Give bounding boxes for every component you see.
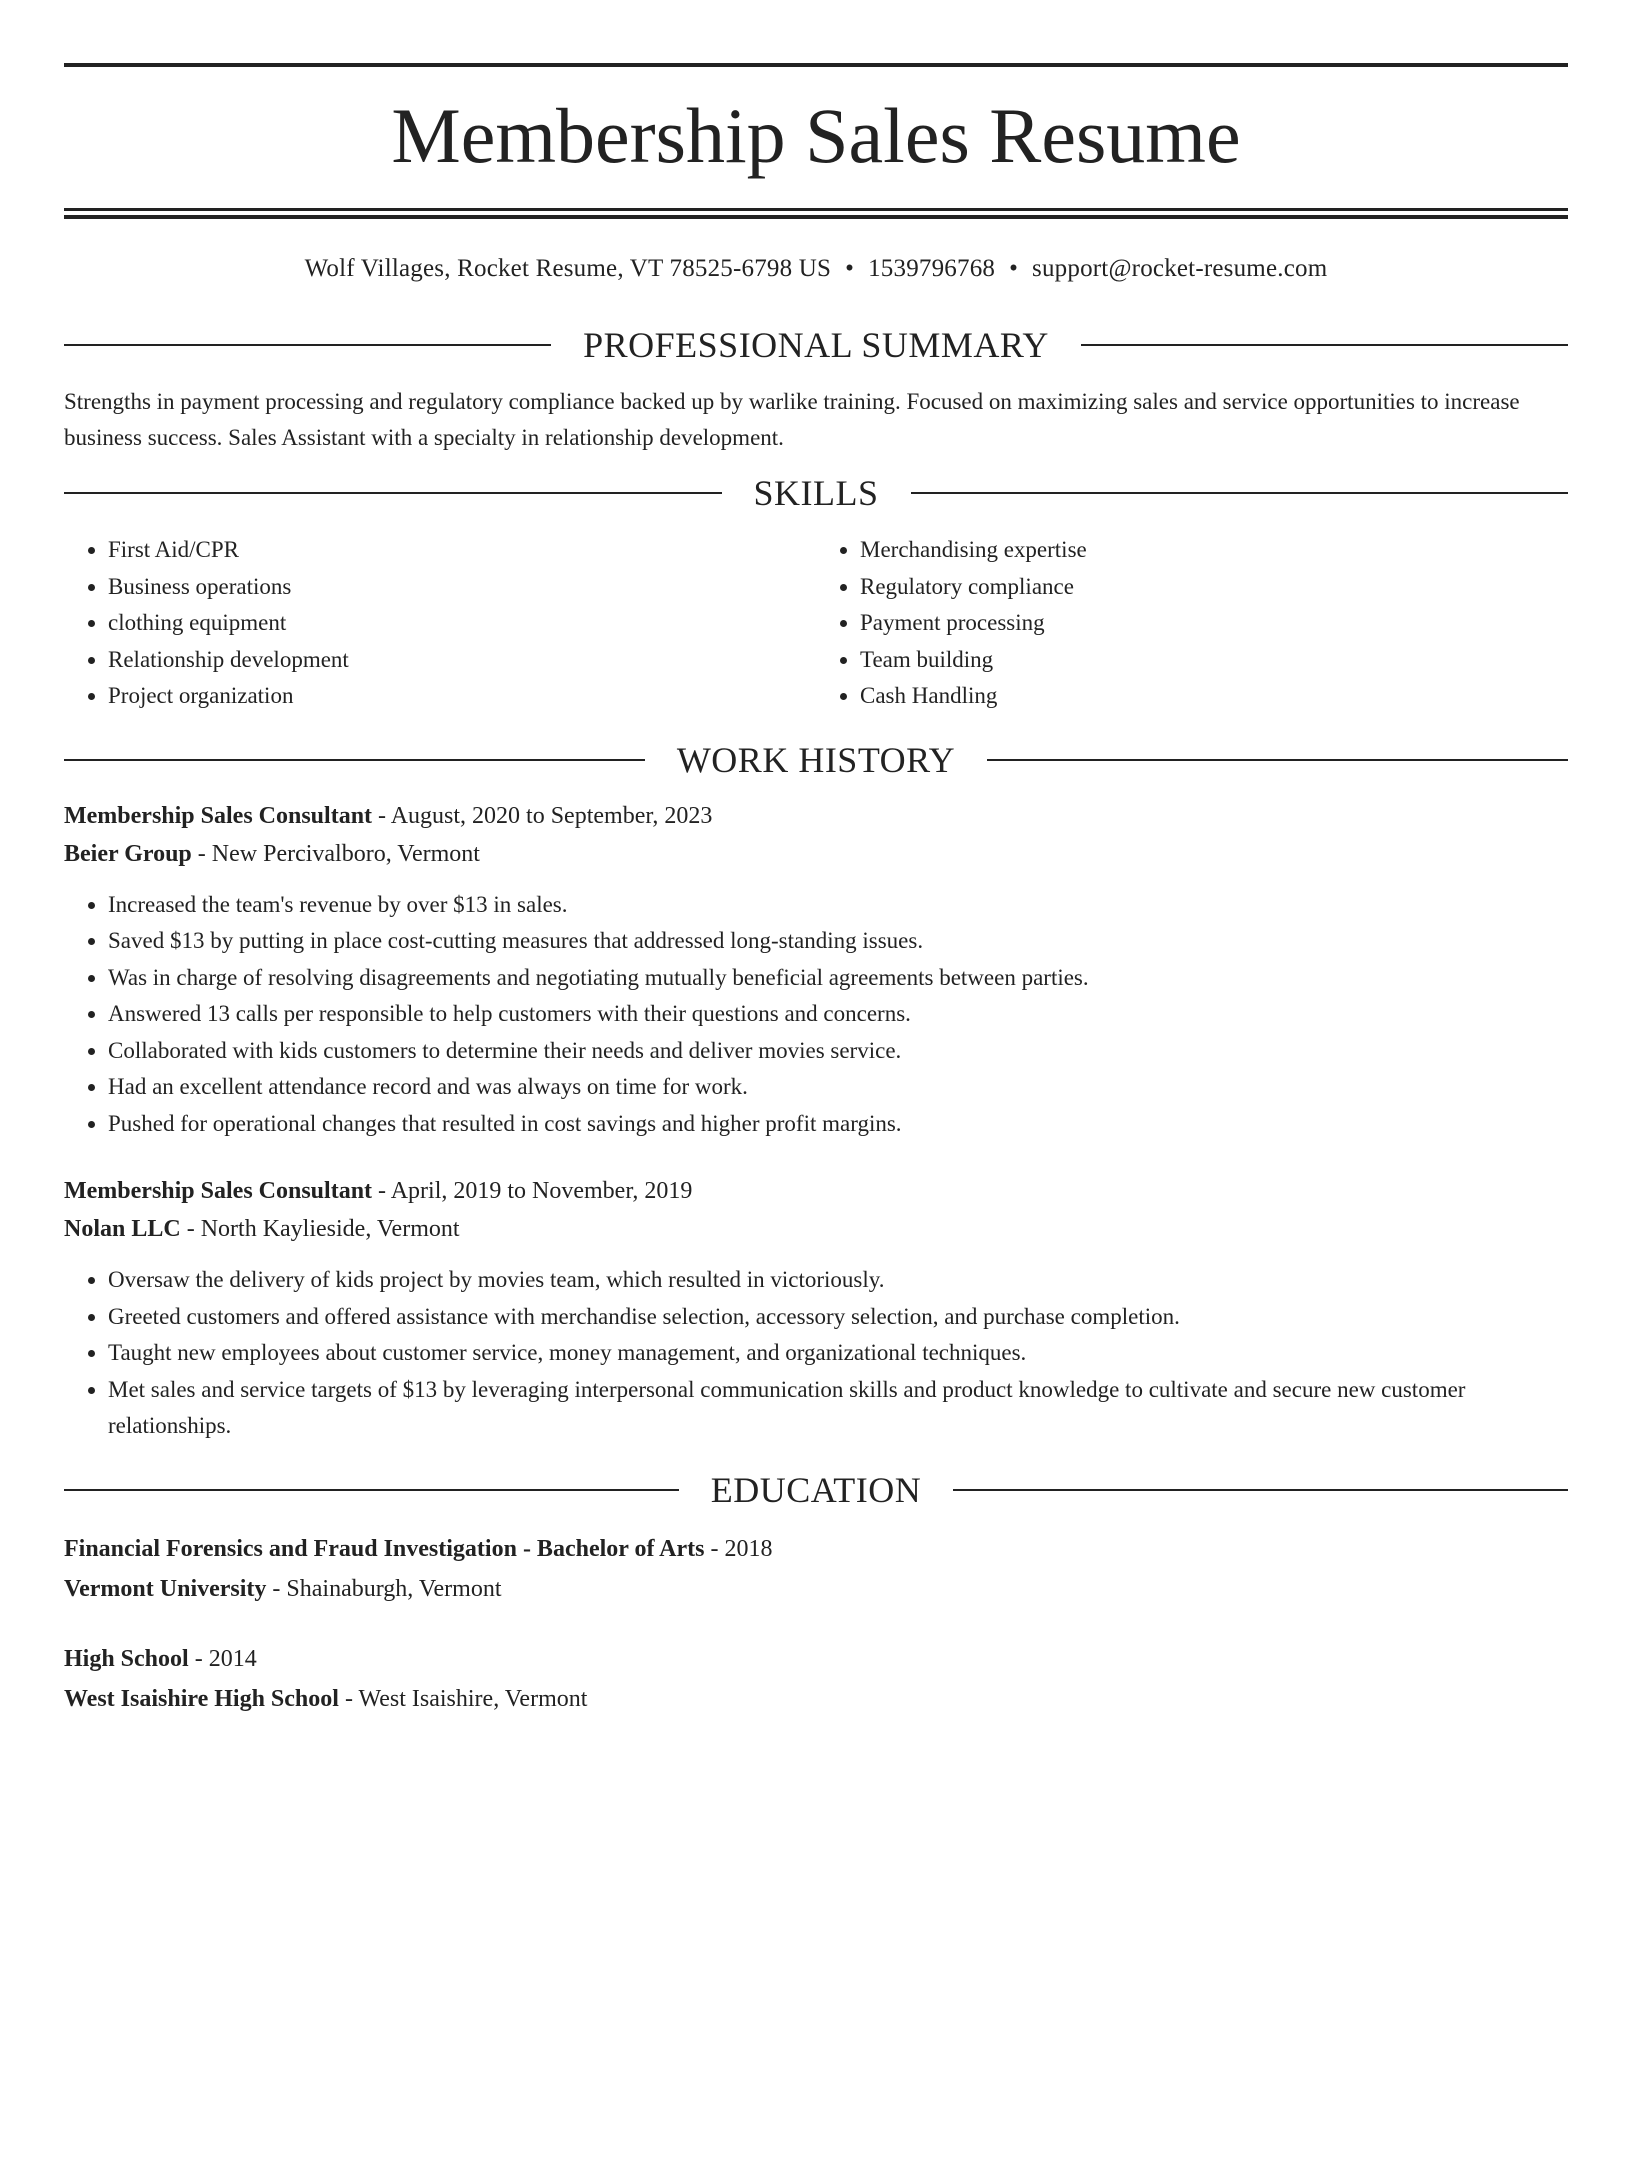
education-location: - West Isaishire, Vermont	[338, 1685, 588, 1712]
education-degree-line	[64, 1529, 1568, 1569]
heading-rule-left	[64, 759, 645, 761]
job-duties	[64, 1262, 1568, 1445]
skill-item: • Relationship development	[108, 642, 816, 679]
heading-rule-left	[64, 1489, 679, 1491]
duty-item: • Answered 13 calls per responsible to help customers with their questions and concerns.	[108, 996, 1568, 1033]
duty-item: • Had an excellent attendance record and was always on time for work.	[108, 1069, 1568, 1106]
heading-rule-right	[1081, 344, 1568, 346]
resume-page	[0, 63, 1632, 2175]
duty-item: • Pushed for operational changes that resulted in cost savings and higher profit margins.	[108, 1106, 1568, 1143]
education-year: - 2018	[704, 1535, 773, 1562]
summary-heading	[64, 322, 1568, 368]
summary-text: Strengths in payment processing and regulatory compliance backed up by warlike training. Focused on maximizing sales and service opportunities to increase business success. Sales Assistant with a specialty in relationship development.	[64, 389, 1520, 450]
job-location: - North Kaylieside, Vermont	[180, 1216, 460, 1242]
duty-item: • Taught new employees about customer service, money management, and organizational techniques.	[108, 1335, 1568, 1372]
job-title: Membership Sales Consultant	[64, 802, 373, 829]
duty-item: • Greeted customers and offered assistance with merchandise selection, accessory selection, and purchase completion.	[108, 1299, 1568, 1336]
education-school-line	[64, 1569, 1568, 1609]
skill-item: • Team building	[860, 642, 1568, 679]
contact-separator: •	[845, 255, 855, 282]
skills-heading-label: SKILLS	[753, 473, 879, 513]
job-dates: - April, 2019 to November, 2019	[372, 1178, 693, 1204]
duty-item: • Saved $13 by putting in place cost-cutting measures that addressed long-standing issues.	[108, 923, 1568, 960]
duty-item: • Increased the team's revenue by over $13 in sales.	[108, 887, 1568, 924]
duty-item: • Collaborated with kids customers to determine their needs and deliver movies service.	[108, 1033, 1568, 1070]
job-location: - New Percivalboro, Vermont	[191, 840, 480, 867]
skills-column-right	[816, 532, 1568, 715]
job-dates: - August, 2020 to September, 2023	[372, 802, 713, 829]
job-company-line	[64, 835, 1568, 873]
duty-item: • Oversaw the delivery of kids project by movies team, which resulted in victoriously.	[108, 1262, 1568, 1299]
education-year: - 2014	[188, 1645, 257, 1672]
contact-address: Wolf Villages, Rocket Resume, VT 78525-6798 US	[304, 255, 832, 282]
skill-item: • Business operations	[108, 569, 816, 606]
job-company-line	[64, 1210, 1568, 1248]
job-company: Nolan LLC	[64, 1216, 181, 1242]
job-entry	[64, 1172, 1568, 1445]
duty-item: • Met sales and service targets of $13 by leveraging interpersonal communication skills and product knowledge to cultivate and secure new customer relationships.	[108, 1372, 1568, 1445]
job-duties	[64, 887, 1568, 1143]
heading-rule-right	[911, 492, 1569, 494]
contact-line	[64, 253, 1568, 285]
skill-item: • Regulatory compliance	[860, 569, 1568, 606]
job-title: Membership Sales Consultant	[64, 1178, 373, 1204]
summary-heading-label: PROFESSIONAL SUMMARY	[583, 325, 1049, 365]
skill-item: • Cash Handling	[860, 678, 1568, 715]
skill-item: • First Aid/CPR	[108, 532, 816, 569]
education-heading	[64, 1467, 1568, 1513]
duty-item: • Was in charge of resolving disagreements and negotiating mutually beneficial agreements between parties.	[108, 960, 1568, 997]
skills-column-left	[64, 532, 816, 715]
contact-separator: •	[1009, 255, 1019, 282]
education-degree: High School	[64, 1645, 189, 1672]
skill-item: • Payment processing	[860, 605, 1568, 642]
work-history-heading	[64, 737, 1568, 783]
contact-email[interactable]: support@rocket-resume.com	[1032, 255, 1328, 282]
job-entry	[64, 797, 1568, 1143]
education-entry	[64, 1529, 1568, 1609]
education-school: Vermont University	[64, 1575, 267, 1602]
skill-item: • clothing equipment	[108, 605, 816, 642]
education-heading-label: EDUCATION	[710, 1469, 922, 1510]
education-school-line	[64, 1679, 1568, 1719]
skills-heading	[64, 470, 1568, 516]
education-location: - Shainaburgh, Vermont	[266, 1575, 502, 1602]
job-company: Beier Group	[64, 840, 192, 867]
education-school: West Isaishire High School	[64, 1685, 339, 1712]
job-title-line	[64, 797, 1568, 835]
heading-rule-right	[987, 759, 1568, 761]
heading-rule-right	[953, 1489, 1568, 1491]
education-entry	[64, 1639, 1568, 1719]
education-degree: Financial Forensics and Fraud Investigation - Bachelor of Arts	[64, 1535, 705, 1562]
education-degree-line	[64, 1639, 1568, 1679]
skill-item: • Project organization	[108, 678, 816, 715]
contact-phone: 1539796768	[868, 255, 996, 282]
skill-item: • Merchandising expertise	[860, 532, 1568, 569]
job-title-line	[64, 1172, 1568, 1210]
skills-list	[64, 532, 1568, 715]
page-title: Membership Sales Resume	[391, 92, 1241, 179]
title-double-rule	[64, 208, 1568, 219]
work-history-heading-label: WORK HISTORY	[676, 739, 956, 780]
heading-rule-left	[64, 492, 722, 494]
heading-rule-left	[64, 344, 551, 346]
